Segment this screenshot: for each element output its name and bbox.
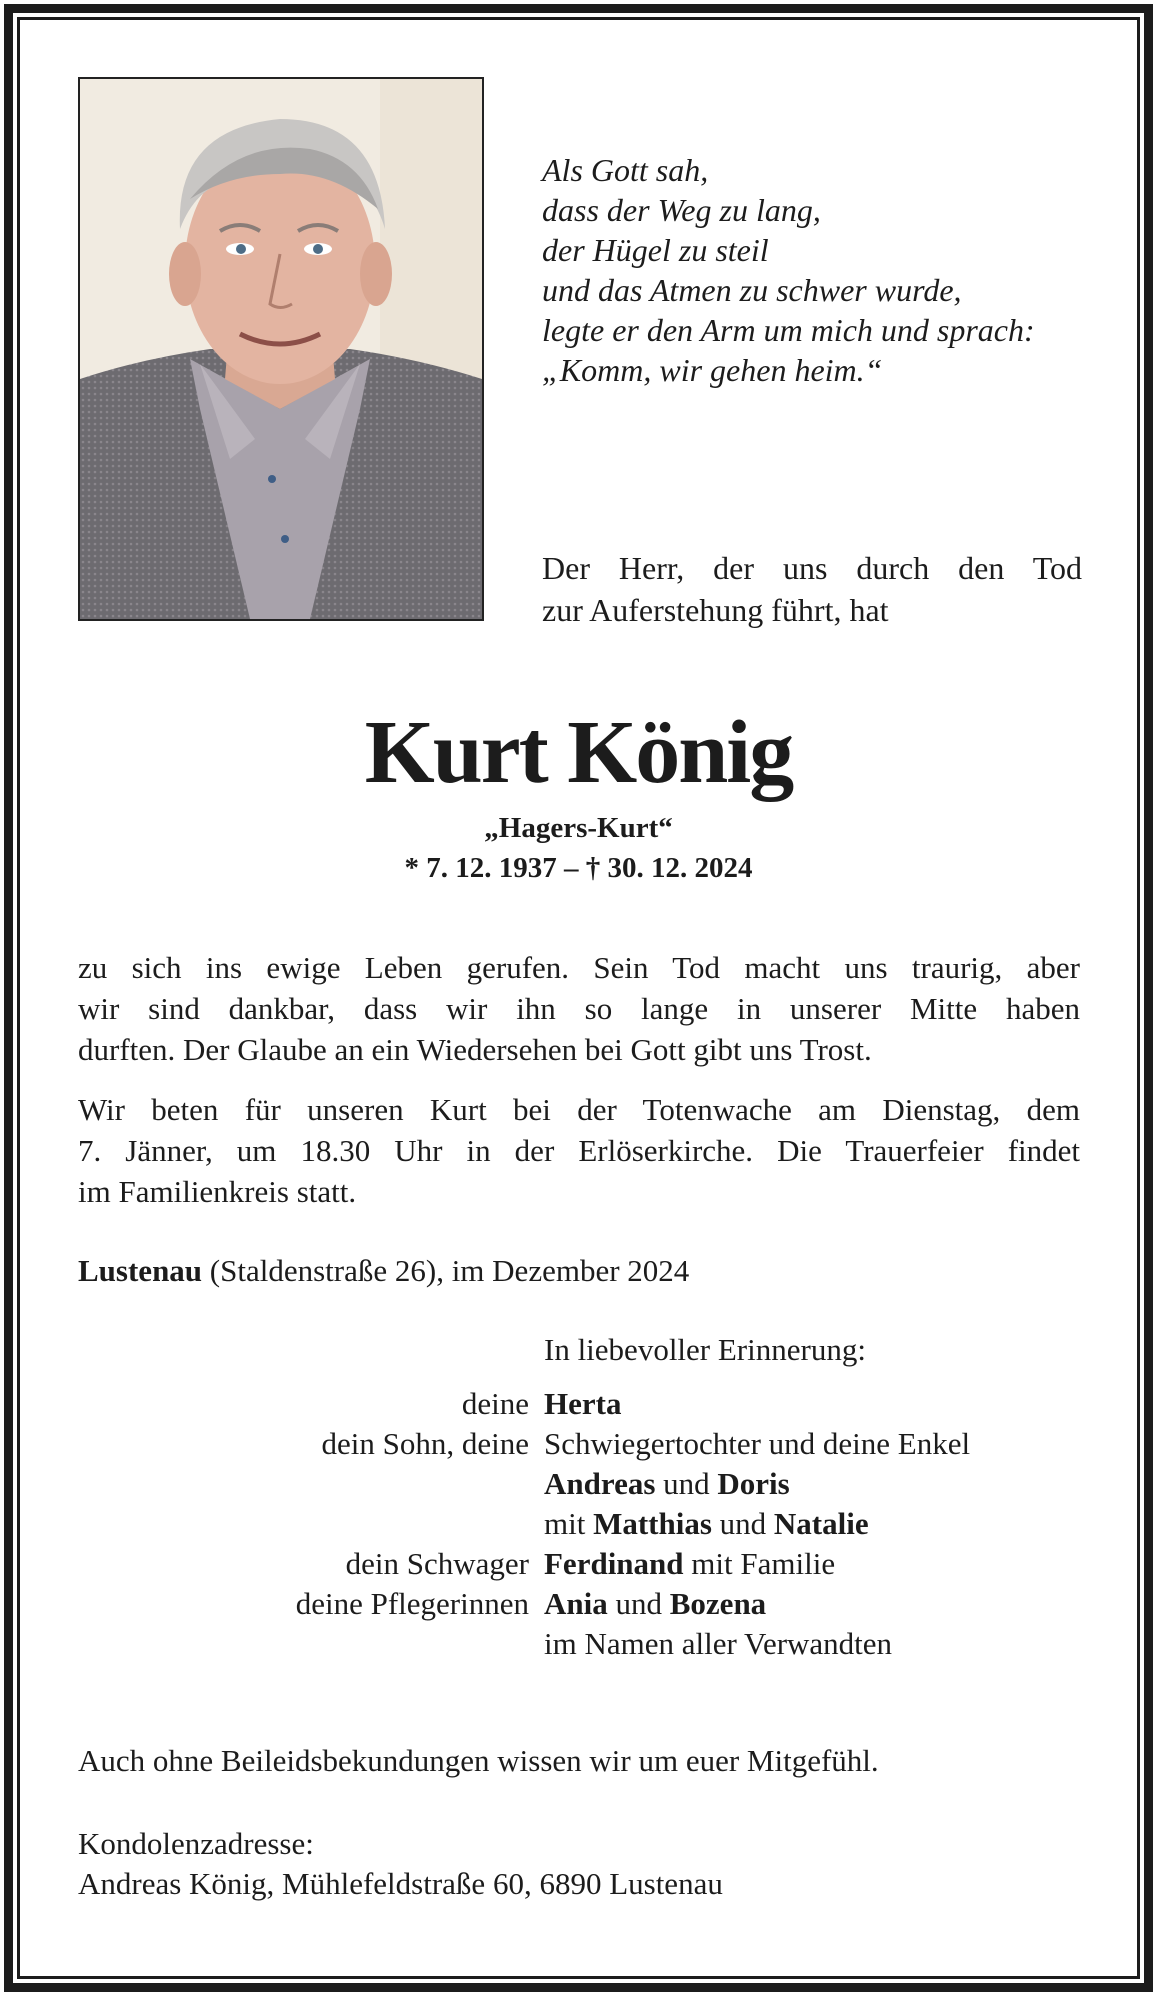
intro-line: Der Herr, der uns durch den Tod xyxy=(542,550,1082,586)
place-date-line xyxy=(78,1250,1080,1291)
poem-line: Als Gott sah, xyxy=(542,152,709,188)
mourner-text: mit Familie xyxy=(683,1546,836,1581)
mourner-row xyxy=(0,1384,1157,1424)
poem-line: und das Atmen zu schwer wurde, xyxy=(542,272,962,308)
mourner-name: Ania xyxy=(544,1586,608,1621)
mourner-text: mit xyxy=(544,1506,594,1541)
mourner-name: Matthias xyxy=(593,1506,712,1541)
mourner-name: Andreas xyxy=(544,1466,656,1501)
mourners-list xyxy=(0,1384,1157,1664)
mourner-name: Ferdinand xyxy=(544,1546,684,1581)
intro-text xyxy=(542,547,1082,631)
life-dates: * 7. 12. 1937 – † 30. 12. 2024 xyxy=(404,852,753,884)
mourner-row xyxy=(0,1504,1157,1544)
intro-line: zur Auferstehung führt, hat xyxy=(542,592,889,628)
paragraph-line: Wir beten für unseren Kurt bei der Totenwache am Dienstag, dem xyxy=(78,1092,1080,1127)
mourner-name: Bozena xyxy=(669,1586,767,1621)
poem xyxy=(542,150,1122,390)
mourner-name: Herta xyxy=(544,1386,622,1421)
remembrance-heading: In liebevoller Erinnerung: xyxy=(544,1332,866,1367)
mourner-row xyxy=(0,1624,1157,1664)
mourner-text: und xyxy=(711,1506,774,1541)
portrait-photo xyxy=(78,77,484,621)
mourner-row xyxy=(0,1464,1157,1504)
condolence-note: Auch ohne Beileidsbekundungen wissen wir um euer Mitgefühl. xyxy=(78,1743,879,1778)
paragraph-line: durften. Der Glaube an ein Wiedersehen bei Gott gibt uns Trost. xyxy=(78,1032,872,1067)
paragraph-line: zu sich ins ewige Leben gerufen. Sein Tod macht uns traurig, aber xyxy=(78,950,1080,985)
mourner-text: Schwiegertochter und deine Enkel xyxy=(544,1426,971,1461)
mourner-row xyxy=(0,1544,1157,1584)
poem-line: der Hügel zu steil xyxy=(542,232,769,268)
condolence-address: Andreas König, Mühlefeldstraße 60, 6890 Lustenau xyxy=(78,1866,723,1901)
place-detail: (Staldenstraße 26), im Dezember 2024 xyxy=(202,1253,690,1288)
poem-line: „Komm, wir gehen heim.“ xyxy=(542,352,883,388)
wake-paragraph xyxy=(78,1089,1080,1212)
mourner-relation: deine Pflegerinnen xyxy=(295,1586,529,1621)
mourner-text: im Namen aller Verwandten xyxy=(544,1626,893,1661)
mourner-text: und xyxy=(655,1466,718,1501)
place-name: Lustenau xyxy=(78,1253,203,1288)
paragraph-line: im Familienkreis statt. xyxy=(78,1174,357,1209)
poem-line: dass der Weg zu lang, xyxy=(542,192,821,228)
mourner-row xyxy=(0,1424,1157,1464)
mourner-relation: dein Sohn, deine xyxy=(321,1426,529,1461)
paragraph-line: 7. Jänner, um 18.30 Uhr in der Erlöserkirche. Die Trauerfeier findet xyxy=(78,1133,1080,1168)
mourner-relation: deine xyxy=(461,1386,529,1421)
announcement-paragraph xyxy=(78,947,1080,1070)
mourner-name: Doris xyxy=(717,1466,790,1501)
mourner-name: Natalie xyxy=(773,1506,869,1541)
paragraph-line: wir sind dankbar, dass wir ihn so lange in unserer Mitte haben xyxy=(78,991,1080,1026)
condolence-label: Kondolenzadresse: xyxy=(78,1826,314,1861)
poem-line: legte er den Arm um mich und sprach: xyxy=(542,312,1035,348)
condolence-address-block xyxy=(78,1824,723,1904)
mourner-text: und xyxy=(607,1586,670,1621)
deceased-nickname: „Hagers-Kurt“ xyxy=(484,812,673,844)
mourner-relation: dein Schwager xyxy=(345,1546,529,1581)
mourner-row xyxy=(0,1584,1157,1624)
deceased-name: Kurt König xyxy=(364,703,793,802)
